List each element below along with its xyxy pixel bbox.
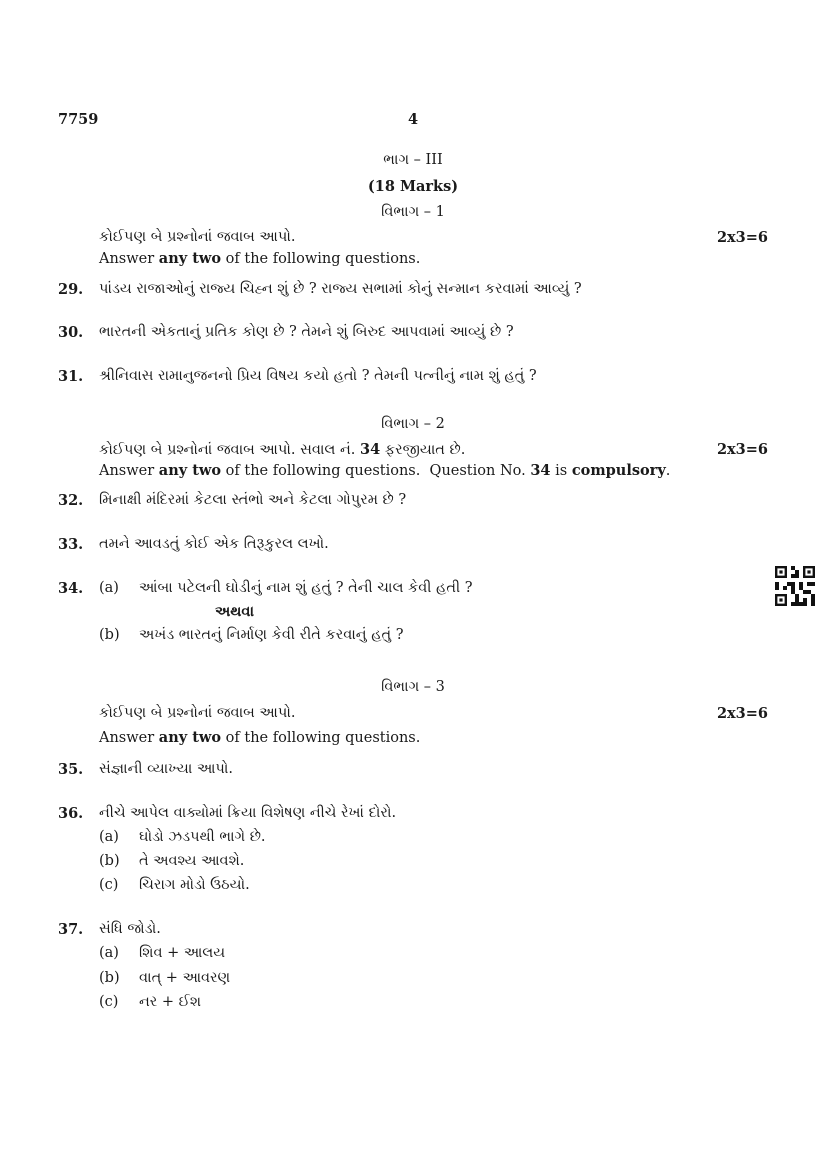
section-2-title: વિભાગ – 2: [381, 416, 445, 432]
question-37-text: સંધિ જોડો.: [99, 921, 161, 937]
question-34-option-a-text: આંબા પટેલની ઘોડીનું નામ શું હતું ? તેની ચાલ કેવી હતી ?: [139, 580, 473, 596]
section-2-instruction-en: Answer any two of the following questions. Question No. 34 is compulsory.: [99, 462, 671, 479]
question-34-or: અથવા: [215, 603, 255, 620]
question-37-option-c-label: (c): [99, 994, 119, 1010]
section-2-instruction-gu: કોઈપણ બે પ્રશ્નોનાં જવાબ આપો. સવાલ નં. 34 ફરજીયાત છે.: [99, 441, 466, 458]
question-37-option-c-text: નર + ઈશ: [139, 994, 202, 1010]
question-37-option-a-text: શિવ + આલય: [139, 945, 226, 961]
question-34-option-b-label: (b): [99, 627, 120, 643]
question-30-number: 30.: [58, 324, 84, 341]
question-36-number: 36.: [58, 805, 84, 822]
question-36-text: નીચે આપેલ વાક્યોમાં ક્રિયા વિશેષણ નીચે રેખાં દોરો.: [99, 805, 397, 821]
question-36-option-c-text: ચિરાગ મોડો ઉઠયો.: [139, 877, 250, 893]
question-37-option-a-label: (a): [99, 945, 119, 961]
question-36-option-b-text: તે અવશ્ય આવશે.: [139, 853, 245, 869]
section-3-title: વિભાગ – 3: [381, 679, 445, 695]
question-34-option-b-text: અખંડ ભારતનું નિર્માણ કેવી રીતે કરવાનું હતું ?: [139, 627, 404, 643]
question-32-text: મિનાક્ષી મંદિરમાં કેટલા સ્તંભો અને કેટલા ગોપુરમ છે ?: [99, 492, 407, 508]
section-2-marks: 2x3=6: [716, 441, 768, 458]
question-35-number: 35.: [58, 761, 84, 778]
question-30-text: ભારતની એકતાનું પ્રતિક કોણ છે ? તેમને શું બિરુદ આપવામાં આવ્યું છે ?: [99, 324, 514, 340]
question-37-option-b-text: વાત્ + આવરણ: [139, 970, 231, 986]
qr-code: [775, 566, 815, 606]
section-1-instruction-gu: કોઈપણ બે પ્રશ્નોનાં જવાબ આપો.: [99, 229, 296, 245]
question-29-text: પાંડય રાજાઓનું રાજ્ય ચિહ્ન શું છે ? રાજ્ય સભામાં કોનું સન્માન કરવામાં આવ્યું ?: [99, 281, 582, 297]
question-33-number: 33.: [58, 536, 84, 553]
section-3-instruction-en: Answer any two of the following questions.: [99, 729, 421, 746]
question-36-option-b-label: (b): [99, 853, 120, 869]
part-title: ભાગ – III: [383, 152, 443, 168]
paper-code: 7759: [58, 111, 99, 128]
page-number: 4: [407, 111, 419, 128]
question-35-text: સંજ્ઞાની વ્યાખ્યા આપો.: [99, 761, 234, 777]
question-37-number: 37.: [58, 921, 84, 938]
question-36-option-a-label: (a): [99, 829, 119, 845]
question-31-text: શ્રીનિવાસ રામાનુજનનો પ્રિય વિષય કયો હતો ? તેમની પત્નીનું નામ શું હતું ?: [99, 368, 537, 384]
question-34-number: 34.: [58, 580, 84, 597]
section-1-instruction-en: Answer any two of the following questions.: [99, 250, 421, 267]
section-3-marks: 2x3=6: [716, 705, 768, 722]
question-36-option-a-text: ઘોડો ઝડપથી ભાગે છે.: [139, 829, 266, 845]
question-37-option-b-label: (b): [99, 970, 120, 986]
question-31-number: 31.: [58, 368, 84, 385]
question-36-option-c-label: (c): [99, 877, 119, 893]
section-1-title: વિભાગ – 1: [381, 204, 445, 220]
question-34-option-a-label: (a): [99, 580, 119, 596]
part-marks: (18 Marks): [367, 178, 459, 195]
question-32-number: 32.: [58, 492, 84, 509]
question-29-number: 29.: [58, 281, 84, 298]
question-33-text: તમને આવડતું કોઈ એક તિરૂકુરલ લખો.: [99, 536, 329, 552]
section-3-instruction-gu: કોઈપણ બે પ્રશ્નોનાં જવાબ આપો.: [99, 705, 296, 721]
section-1-marks: 2x3=6: [716, 229, 768, 246]
